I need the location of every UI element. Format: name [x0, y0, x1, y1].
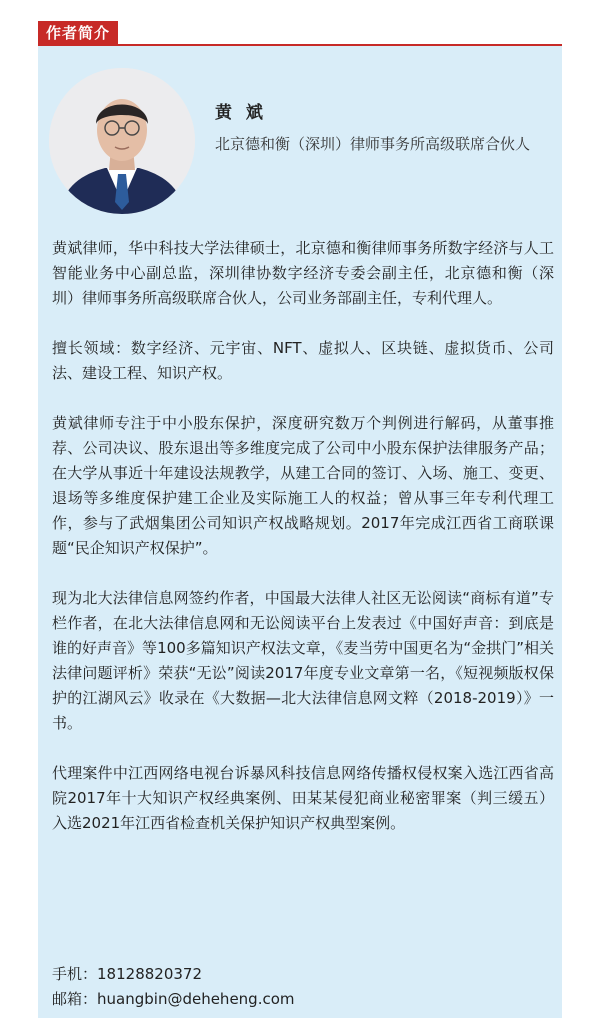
bio-paragraph: 擅长领域：数字经济、元宇宙、NFT、虚拟人、区块链、虚拟货币、公司法、建设工程、知识产权。: [52, 339, 554, 382]
bio-paragraph: 代理案件中江西网络电视台诉暴风科技信息网络传播权侵权案入选江西省高院2017年十大知识产权经典案例、田某某侵犯商业秘密罪案（判三缓五）入选2021年江西省检查机关保护知识产权典型案例。: [52, 764, 554, 832]
email-address[interactable]: huangbin@deheheng.com: [97, 990, 295, 1008]
bio-paragraph: 现为北大法律信息网签约作者，中国最大法律人社区无讼阅读“商标有道”专栏作者，在北大法律信息网和无讼阅读平台上发表过《中国好声音：到底是谁的好声音》等100多篇知识产权法文章，《麦当劳中国更名为“金拱门”相关法律问题评析》荣获“无讼”阅读2017年度专业文章第一名，《短视频版权保护的江湖风云》收录在《大数据—北大法律信息网文粹（2018-2019）》一书。: [52, 589, 554, 732]
phone-row: [52, 962, 295, 987]
phone-number[interactable]: 18128820372: [97, 965, 202, 983]
author-portrait-image: [49, 68, 195, 214]
email-label: 邮箱：: [52, 990, 98, 1008]
bio-paragraph: 黄斌律师专注于中小股东保护，深度研究数万个判例进行解码，从董事推荐、公司决议、股东退出等多维度完成了公司中小股东保护法律服务产品；在大学从事近十年建设法规教学，从建工合同的签订、入场、施工、变更、退场等多维度保护建工企业及实际施工人的权益；曾从事三年专利代理工作，参与了武烟集团公司知识产权战略规划。2017年完成江西省工商联课题“民企知识产权保护”。: [52, 414, 554, 557]
author-avatar: [49, 68, 195, 214]
contact-info: [52, 962, 295, 1012]
section-tag: 作者简介: [38, 21, 118, 45]
bio-paragraph: 黄斌律师，华中科技大学法律硕士，北京德和衡律师事务所数字经济与人工智能业务中心副总监，深圳律协数字经济专委会副主任，北京德和衡（深圳）律师事务所高级联席合伙人，公司业务部副主任，专利代理人。: [52, 239, 554, 307]
author-bio: [52, 236, 554, 861]
author-card: [38, 46, 562, 1018]
phone-label: 手机：: [52, 965, 98, 983]
author-name: 黄 斌: [215, 103, 267, 123]
email-row: [52, 987, 295, 1012]
author-title: 北京德和衡（深圳）律师事务所高级联席合伙人: [215, 135, 531, 153]
